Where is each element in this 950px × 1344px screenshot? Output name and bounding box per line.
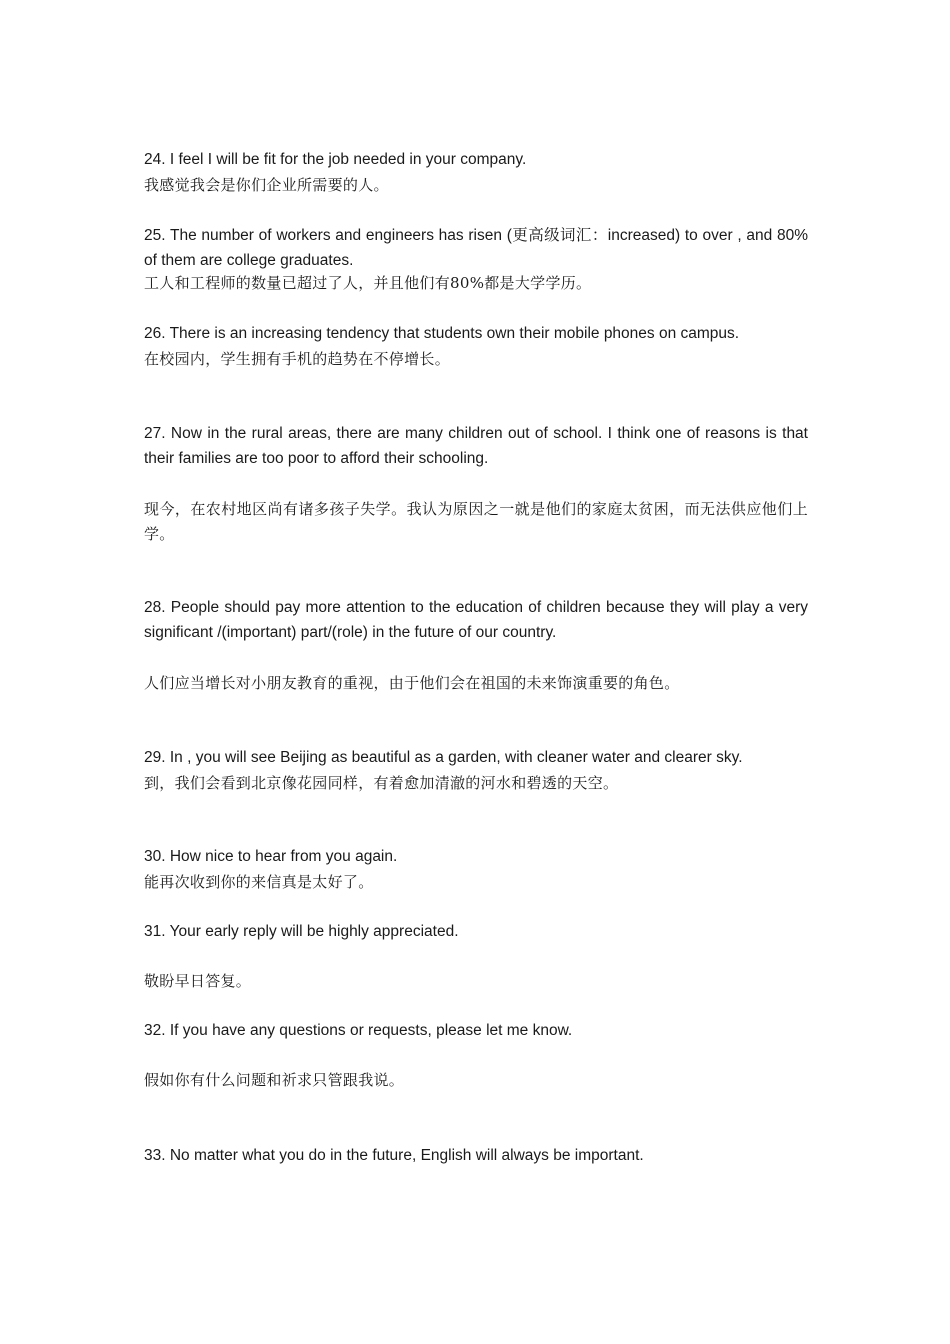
- sentence-27-english: 27. Now in the rural areas, there are many children out of school. I think one of reasons is that their families are too poor to afford their schooling.: [144, 425, 808, 467]
- sentence-32-english: 32. If you have any questions or requests, please let me know.: [144, 1022, 573, 1039]
- sentence-25-chinese: 工人和工程师的数量已超过了人，并且他们有80%都是大学学历。: [144, 274, 592, 292]
- sentence-25-english: 25. The number of workers and engineers has risen (更高级词汇：increased) to over , and 80% of them are college graduates.: [144, 227, 808, 269]
- sentence-27-chinese: 现今，在农村地区尚有诸多孩子失学。我认为原因之一就是他们的家庭太贫困，而无法供应他们上学。: [144, 500, 808, 543]
- sentence-30-english: 30. How nice to hear from you again.: [144, 848, 398, 865]
- sentence-31-chinese: 敬盼早日答复。: [144, 972, 252, 990]
- sentence-29-english: 29. In , you will see Beijing as beautiful as a garden, with cleaner water and clearer sky.: [144, 749, 743, 766]
- sentence-32-chinese: 假如你有什么问题和祈求只管跟我说。: [144, 1071, 405, 1089]
- sentence-26-english: 26. There is an increasing tendency that students own their mobile phones on campus.: [144, 325, 740, 342]
- sentence-29-chinese: 到，我们会看到北京像花园同样，有着愈加清澈的河水和碧透的天空。: [144, 774, 619, 792]
- sentence-24-chinese: 我感觉我会是你们企业所需要的人。: [144, 176, 389, 194]
- sentence-33-english: 33. No matter what you do in the future, English will always be important.: [144, 1147, 644, 1164]
- sentence-31-english: 31. Your early reply will be highly appreciated.: [144, 923, 459, 940]
- sentence-24-english: 24. I feel I will be fit for the job needed in your company.: [144, 151, 527, 168]
- sentence-26-chinese: 在校园内，学生拥有手机的趋势在不停增长。: [144, 350, 451, 368]
- sentence-28-chinese: 人们应当增长对小朋友教育的重视，由于他们会在祖国的未来饰演重要的角色。: [144, 674, 680, 692]
- sentence-30-chinese: 能再次收到你的来信真是太好了。: [144, 873, 374, 891]
- sentence-28-english: 28. People should pay more attention to the education of children because they will play a very significant /(important) part/(role) in the future of our country.: [144, 599, 808, 641]
